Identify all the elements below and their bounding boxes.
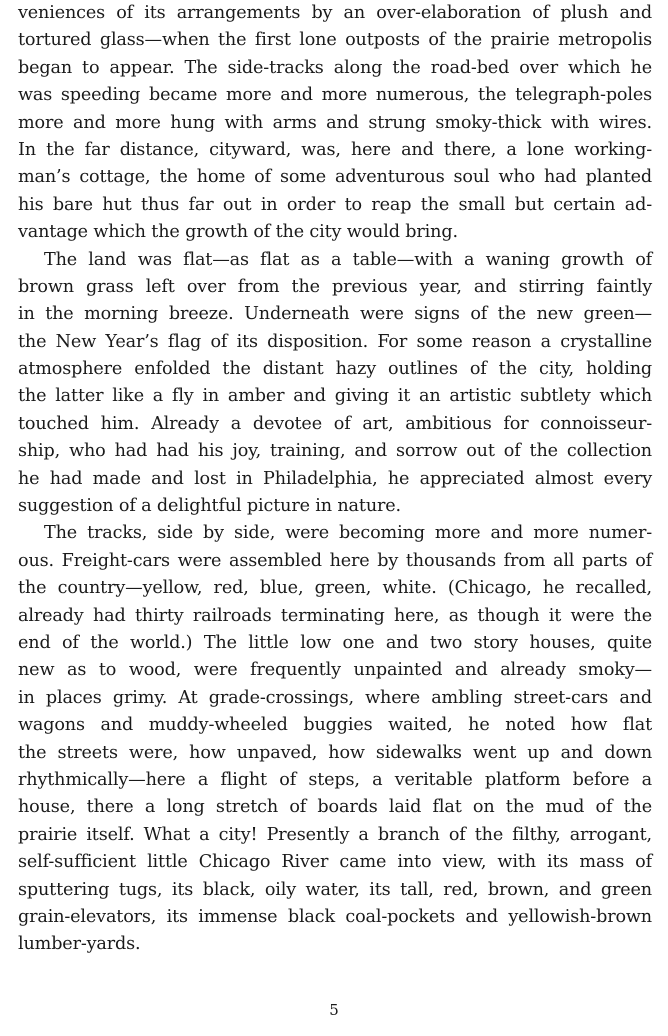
text-line: rhythmically—here a flight of steps, a veritable platform before a bbox=[18, 769, 652, 790]
text-line: his bare hut thus far out in order to reap the small but certain ad- bbox=[18, 194, 652, 215]
text-line: self-sufficient little Chicago River came into view, with its mass of bbox=[18, 852, 652, 873]
text-line: suggestion of a delightful picture in nature. bbox=[18, 496, 401, 517]
text-line: wagons and muddy-wheeled buggies waited, he noted how flat bbox=[18, 715, 652, 736]
paragraph-3 bbox=[18, 520, 652, 958]
text-line: sputtering tugs, its black, oily water, its tall, red, brown, and green bbox=[18, 879, 652, 900]
text-line: house, there a long stretch of boards laid flat on the mud of the bbox=[18, 797, 652, 818]
page-number: 5 bbox=[329, 1001, 339, 1019]
text-line: man’s cottage, the home of some adventurous soul who had planted bbox=[18, 167, 652, 188]
text-line: was speeding became more and more numerous, the telegraph-poles bbox=[18, 85, 652, 106]
text-line: The tracks, side by side, were becoming more and more numer- bbox=[44, 523, 652, 544]
text-line: vantage which the growth of the city would bring. bbox=[18, 222, 458, 243]
text-line: he had made and lost in Philadelphia, he appreciated almost every bbox=[18, 468, 652, 489]
text-line: prairie itself. What a city! Presently a branch of the filthy, arrogant, bbox=[18, 824, 652, 845]
text-line: began to appear. The side-tracks along the road-bed over which he bbox=[18, 57, 652, 78]
paragraph-2 bbox=[18, 247, 652, 521]
text-line: brown grass left over from the previous year, and stirring faintly bbox=[18, 276, 652, 297]
text-line: tortured glass—when the first lone outposts of the prairie metropolis bbox=[18, 30, 652, 51]
text-line: The land was flat—as flat as a table—with a waning growth of bbox=[44, 249, 652, 270]
text-line: grain-elevators, its immense black coal-pockets and yellowish-brown bbox=[18, 906, 652, 927]
text-line: touched him. Already a devotee of art, ambitious for connoisseur- bbox=[18, 413, 652, 434]
text-line: in the morning breeze. Underneath were signs of the new green— bbox=[18, 304, 652, 325]
text-line: in places grimy. At grade-crossings, where ambling street-cars and bbox=[18, 687, 652, 708]
text-line: In the far distance, cityward, was, here and there, a lone working- bbox=[18, 139, 652, 160]
text-line: the country—yellow, red, blue, green, white. (Chicago, he recalled, bbox=[18, 578, 652, 599]
text-line: already had thirty railroads terminating here, as though it were the bbox=[18, 605, 652, 626]
text-line: new as to wood, were frequently unpainted and already smoky— bbox=[18, 660, 652, 681]
text-line: lumber-yards. bbox=[18, 934, 141, 955]
text-line: atmosphere enfolded the distant hazy outlines of the city, holding bbox=[18, 359, 652, 380]
text-line: veniences of its arrangements by an over-elaboration of plush and bbox=[18, 3, 652, 23]
text-line: ous. Freight-cars were assembled here by thousands from all parts of bbox=[18, 550, 652, 571]
text-line: more and more hung with arms and strung smoky-thick with wires. bbox=[18, 112, 652, 133]
text-line: the latter like a fly in amber and giving it an artistic subtlety which bbox=[18, 386, 652, 407]
text-line: end of the world.) The little low one and two story houses, quite bbox=[18, 632, 652, 653]
text-line: the New Year’s flag of its disposition. For some reason a crystalline bbox=[18, 331, 652, 352]
text-line: the streets were, how unpaved, how sidewalks went up and down bbox=[18, 742, 652, 763]
text-line: ship, who had had his joy, training, and sorrow out of the collection bbox=[18, 441, 652, 462]
body-text bbox=[18, 0, 652, 959]
paragraph-1 bbox=[18, 0, 652, 247]
